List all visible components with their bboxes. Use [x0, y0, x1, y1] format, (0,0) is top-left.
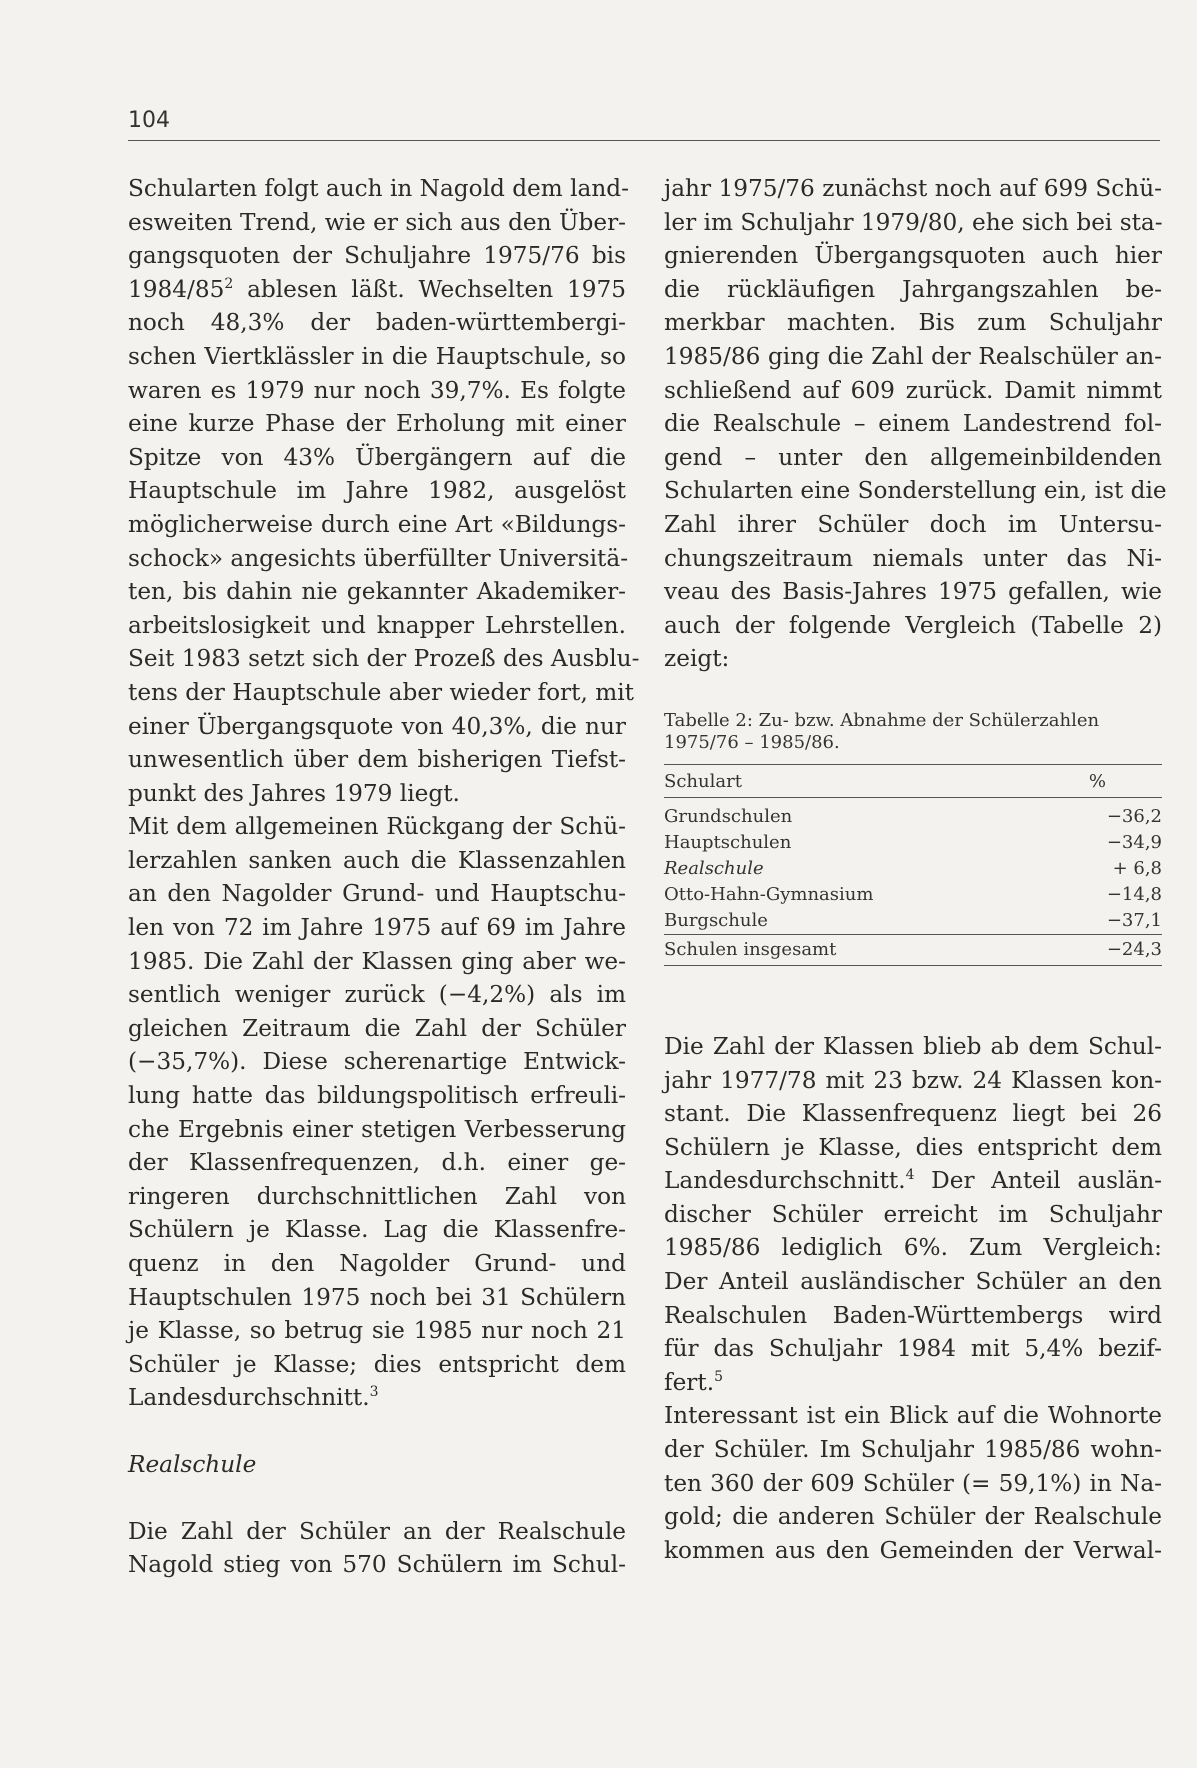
text-line: Der Anteil ausländischer Schüler an den [664, 1268, 1162, 1296]
text-line: waren es 1979 nur noch 39,7%. Es folgte [128, 376, 626, 404]
text-line: Seit 1983 setzt sich der Prozeß des Ausblu- [128, 645, 640, 673]
text-line: kommen aus den Gemeinden der Verwal- [664, 1536, 1162, 1564]
text-line: veau des Basis-Jahres 1975 gefallen, wie [664, 578, 1162, 606]
text-line: gold; die anderen Schüler der Realschule [664, 1503, 1162, 1531]
caption-line: Tabelle 2: Zu- bzw. Abnahme der Schülerzahlen [664, 709, 1100, 731]
text-line: che Ergebnis einer stetigen Verbesserung [128, 1115, 626, 1143]
text-line: esweiten Trend, wie er sich aus den Über- [128, 208, 626, 236]
table-caption [664, 710, 1162, 754]
text-line: noch 48,3% der baden-württembergi- [128, 309, 626, 337]
text-line: discher Schüler erreicht im Schuljahr [664, 1200, 1162, 1228]
text-fragment: ablesen läßt. Wechselten 1975 [247, 275, 626, 303]
body-paragraph [128, 810, 626, 1415]
text-line: jahr 1977/78 mit 23 bzw. 24 Klassen kon- [664, 1066, 1162, 1094]
left-column [128, 172, 640, 1582]
text-line: chungszeitraum niemals unter das Ni- [664, 544, 1162, 572]
table-2 [664, 710, 1162, 966]
cell-school: Burgschule [664, 909, 768, 931]
cell-value: −36,2 [1106, 805, 1162, 827]
cell-school: Otto-Hahn-Gymnasium [664, 883, 874, 905]
cell-school: Grundschulen [664, 805, 793, 827]
cell-value: −34,9 [1106, 831, 1162, 853]
text-line [664, 1366, 1162, 1400]
text-line: Hauptschulen 1975 noch bei 31 Schülern [128, 1283, 626, 1311]
data-table [664, 764, 1162, 966]
text-line: die Realschule – einem Landestrend fol- [664, 410, 1162, 438]
footnote-ref: 3 [369, 1384, 379, 1401]
text-fragment: fert. [664, 1368, 715, 1396]
text-line: ten, bis dahin nie gekannter Akademiker- [128, 578, 626, 606]
header-percent: % [1033, 764, 1162, 797]
text-line: zeigt: [664, 645, 730, 673]
footnote-ref: 5 [714, 1368, 723, 1385]
text-fragment: Landesdurchschnitt. [128, 1384, 370, 1412]
text-line: punkt des Jahres 1979 liegt. [128, 779, 460, 807]
text-line: Hauptschule im Jahre 1982, ausgelöst [128, 477, 626, 505]
text-line: für das Schuljahr 1984 mit 5,4% bezif- [664, 1335, 1162, 1363]
text-line [128, 273, 626, 307]
text-line: ten 360 der 609 Schüler (= 59,1%) in Na- [664, 1469, 1162, 1497]
text-line: ringeren durchschnittlichen Zahl von [128, 1182, 626, 1210]
text-line: auch der folgende Vergleich (Tabelle 2) [664, 611, 1162, 639]
text-line: schock» angesichts überfüllter Universitä- [128, 544, 629, 572]
text-line: Mit dem allgemeinen Rückgang der Schü- [128, 813, 626, 841]
text-line: jahr 1975/76 zunächst noch auf 699 Schü- [664, 175, 1162, 202]
text-line: einer Übergangsquote von 40,3%, die nur [128, 712, 626, 740]
text-line: an den Nagolder Grund- und Hauptschu- [128, 880, 626, 908]
text-fragment: Landesdurchschnitt. [664, 1167, 906, 1195]
text-fragment: 1984/85 [128, 275, 225, 303]
text-line: schen Viertklässler in die Hauptschule, so [128, 342, 626, 370]
page-number: 104 [128, 108, 170, 133]
body-paragraph [128, 172, 640, 810]
text-line: gnierenden Übergangsquoten auch hier [664, 242, 1162, 270]
table-row [664, 856, 1162, 882]
text-line: gleichen Zeitraum die Zahl der Schüler [128, 1014, 626, 1042]
table-header-row [664, 764, 1162, 797]
text-line: der Klassenfrequenzen, d.h. einer ge- [128, 1149, 626, 1177]
text-line: gangsquoten der Schuljahre 1975/76 bis [128, 242, 626, 270]
text-line: die rückläufigen Jahrgangszahlen be- [664, 275, 1162, 303]
text-line: Spitze von 43% Übergängern auf die [128, 443, 626, 471]
cell-value: + 6,8 [1112, 857, 1162, 879]
text-line: sentlich weniger zurück (−4,2%) als im [128, 981, 626, 1009]
table-total-row [664, 934, 1162, 965]
body-paragraph [664, 1399, 1162, 1567]
text-line: Die Zahl der Klassen blieb ab dem Schul- [664, 1032, 1162, 1060]
footnote-ref: 4 [905, 1167, 915, 1184]
caption-line: 1975/76 – 1985/86. [664, 731, 840, 753]
text-line: quenz in den Nagolder Grund- und [128, 1250, 626, 1277]
cell-school: Realschule [664, 857, 764, 879]
text-line: eine kurze Phase der Erholung mit einer [128, 410, 626, 438]
text-line: stant. Die Klassenfrequenz liegt bei 26 [664, 1100, 1162, 1128]
text-line: merkbar machten. Bis zum Schuljahr [664, 309, 1162, 337]
table-row [664, 908, 1162, 935]
total-value: −24,3 [1033, 934, 1162, 965]
right-column [664, 172, 1167, 1567]
text-line: Nagold stieg von 570 Schülern im Schul- [128, 1551, 626, 1579]
text-line: gend – unter den allgemeinbildenden [664, 443, 1162, 471]
cell-value: −37,1 [1106, 909, 1162, 931]
text-line: lerzahlen sanken auch die Klassenzahlen [128, 846, 626, 874]
text-line: Schülern je Klasse, dies entspricht dem [664, 1133, 1162, 1161]
text-line: arbeitslosigkeit und knapper Lehrstellen. [128, 611, 626, 639]
text-line [128, 1381, 626, 1415]
text-line [664, 1164, 1162, 1198]
table-row [664, 830, 1162, 856]
text-fragment: Der Anteil auslän- [931, 1167, 1163, 1195]
text-line: schließend auf 609 zurück. Damit nimmt [664, 376, 1162, 404]
cell-value: −14,8 [1106, 883, 1162, 905]
table-row [664, 797, 1162, 830]
text-line: 1985/86 ging die Zahl der Realschüler an- [664, 342, 1162, 370]
body-paragraph [664, 1030, 1162, 1400]
text-line: der Schüler. Im Schuljahr 1985/86 wohn- [664, 1436, 1162, 1464]
header-school: Schulart [664, 764, 1033, 797]
text-line: tens der Hauptschule aber wieder fort, mit [128, 678, 634, 706]
body-paragraph [128, 1515, 626, 1582]
text-line: Die Zahl der Schüler an der Realschule [128, 1517, 626, 1545]
text-line: (−35,7%). Diese scherenartige Entwick- [128, 1048, 626, 1076]
text-line: Realschulen Baden-Württembergs wird [664, 1301, 1162, 1329]
text-line: Schularten folgt auch in Nagold dem land- [128, 175, 629, 202]
text-line: ler im Schuljahr 1979/80, ehe sich bei sta- [664, 208, 1163, 236]
body-paragraph [664, 172, 1167, 676]
section-heading: Realschule [128, 1450, 257, 1478]
text-line: 1985. Die Zahl der Klassen ging aber we- [128, 947, 626, 975]
cell-school: Hauptschulen [664, 831, 792, 853]
text-line: 1985/86 lediglich 6%. Zum Vergleich: [664, 1234, 1162, 1262]
header-rule [128, 140, 1160, 141]
text-line: Schularten eine Sonderstellung ein, ist die [664, 477, 1167, 505]
text-line: je Klasse, so betrug sie 1985 nur noch 21 [128, 1317, 626, 1345]
total-label: Schulen insgesamt [664, 934, 1033, 965]
text-line: Zahl ihrer Schüler doch im Untersu- [664, 510, 1162, 538]
text-line: lung hatte das bildungspolitisch erfreuli- [128, 1082, 626, 1110]
table-row [664, 882, 1162, 908]
text-line: Schüler je Klasse; dies entspricht dem [128, 1350, 626, 1378]
footnote-ref: 2 [224, 275, 234, 292]
text-line: Schülern je Klasse. Lag die Klassenfre- [128, 1216, 626, 1244]
text-line: Interessant ist ein Blick auf die Wohnorte [664, 1402, 1162, 1430]
text-line: unwesentlich über dem bisherigen Tiefst- [128, 746, 626, 774]
text-line: möglicherweise durch eine Art «Bildungs- [128, 510, 626, 538]
text-line: len von 72 im Jahre 1975 auf 69 im Jahre [128, 914, 626, 942]
